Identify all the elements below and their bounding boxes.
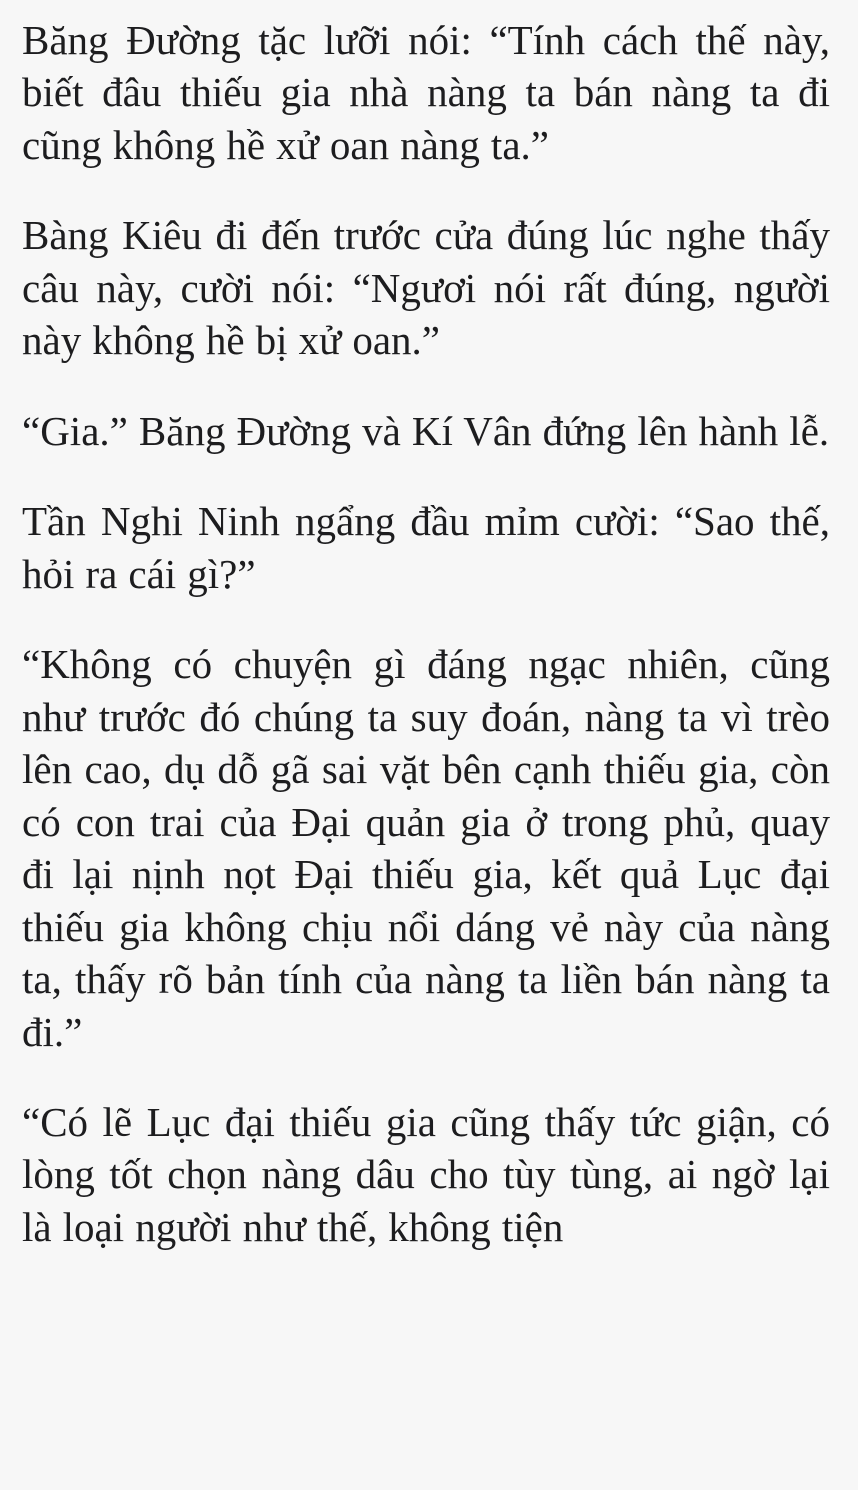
paragraph: “Có lẽ Lục đại thiếu gia cũng thấy tức giận, có lòng tốt chọn nàng dâu cho tùy tùng, ai ngờ lại là loại người như thế, không tiện [22, 1098, 830, 1250]
paragraph: Tần Nghi Ninh ngẩng đầu mỉm cười: “Sao thế, hỏi ra cái gì?” [22, 498, 830, 597]
paragraph: Bàng Kiêu đi đến trước cửa đúng lúc nghe thấy câu này, cười nói: “Ngươi nói rất đúng, người này không hề bị xử oan.” [22, 212, 830, 364]
paragraph: “Không có chuyện gì đáng ngạc nhiên, cũng như trước đó chúng ta suy đoán, nàng ta vì trèo lên cao, dụ dỗ gã sai vặt bên cạnh thiếu gia, còn có con trai của Đại quản gia ở trong phủ, quay đi lại nịnh nọt Đại thiếu gia, kết quả Lục đại thiếu gia không chịu nổi dáng vẻ này của nàng ta, thấy rõ bản tính của nàng ta liền bán nàng ta đi.” [22, 641, 830, 1055]
paragraph: Băng Đường tặc lưỡi nói: “Tính cách thế này, biết đâu thiếu gia nhà nàng ta bán nàng ta đi cũng không hề xử oan nàng ta.” [22, 17, 830, 168]
paragraph: “Gia.” Băng Đường và Kí Vân đứng lên hành lễ. [22, 407, 830, 454]
